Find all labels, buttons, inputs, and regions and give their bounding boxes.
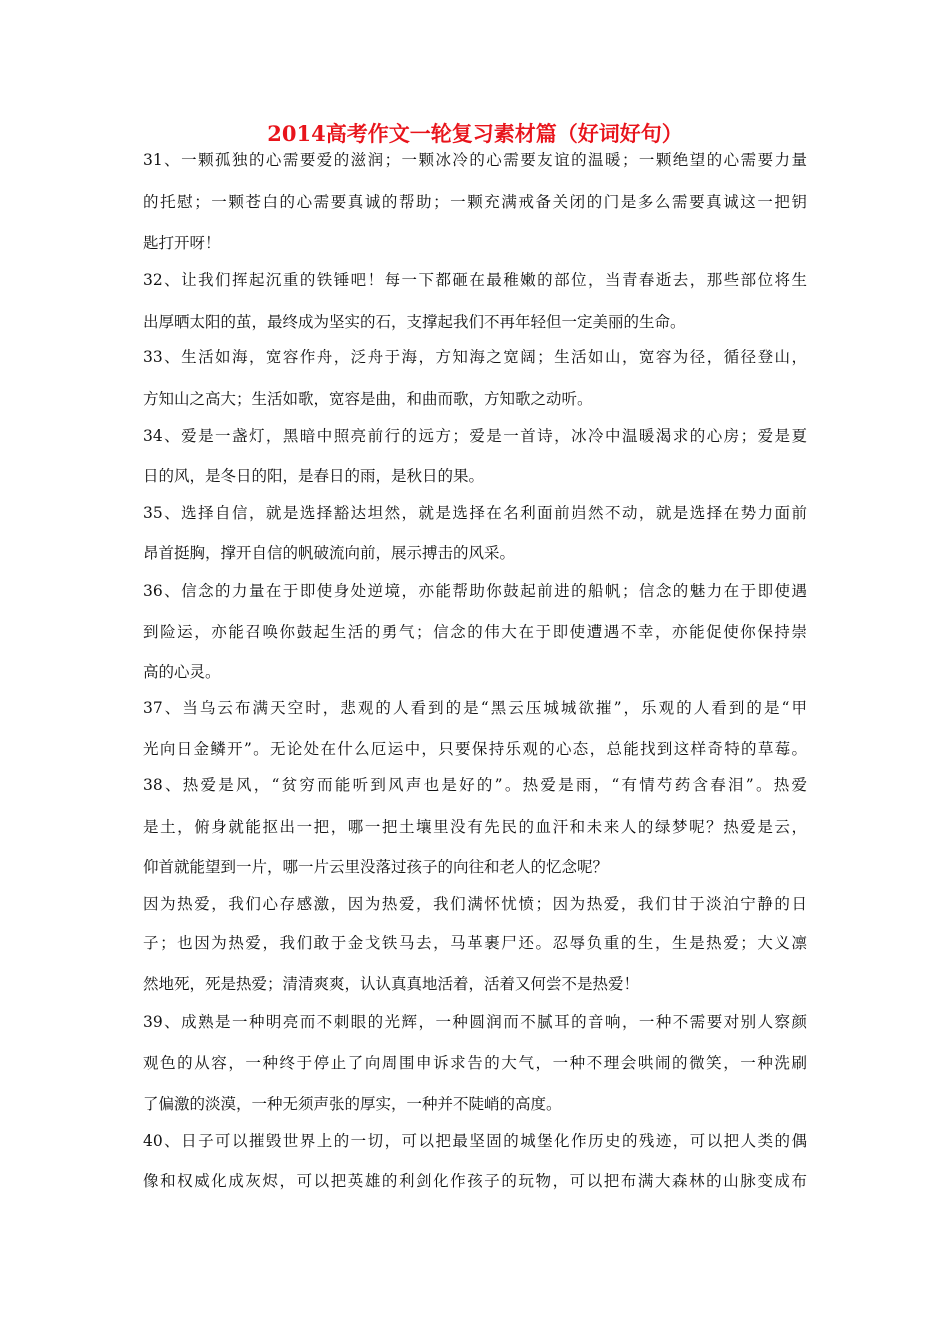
- text-line: 方知山之高大；生活如歌，宽容是曲，和曲而歌，方知歌之动听。: [143, 390, 593, 408]
- text-line: 观色的从容，一种终于停止了向周围申诉求告的大气，一种不理会哄闹的微笑，一种洗刷: [143, 1054, 807, 1072]
- document-title: 2014高考作文一轮复习素材篇（好词好句）: [267, 121, 683, 146]
- text-line: 日的风，是冬日的阳，是春日的雨，是秋日的果。: [143, 467, 485, 485]
- text-line: 因为热爱，我们心存感激，因为热爱，我们满怀忧愤；因为热爱，我们甘于淡泊宁静的日: [143, 895, 807, 913]
- text-line: 匙打开呀！: [143, 234, 221, 252]
- text-line: 31、一颗孤独的心需要爱的滋润；一颗冰冷的心需要友谊的温暖；一颗绝望的心需要力量: [143, 151, 807, 169]
- text-line: 子；也因为热爱，我们敢于金戈铁马去，马革裹尸还。忍辱负重的生，生是热爱；大义凛: [143, 934, 807, 952]
- text-line: 然地死，死是热爱；清清爽爽，认认真真地活着，活着又何尝不是热爱！: [143, 975, 640, 993]
- text-line: 37、当乌云布满天空时，悲观的人看到的是“黑云压城城欲摧”，乐观的人看到的是“甲: [143, 699, 807, 717]
- text-line: 像和权威化成灰烬，可以把英雄的利剑化作孩子的玩物，可以把布满大森林的山脉变成布: [143, 1172, 807, 1190]
- text-line: 了偏激的淡漠，一种无须声张的厚实，一种并不陡峭的高度。: [143, 1095, 562, 1113]
- text-line: 34、爱是一盏灯，黑暗中照亮前行的远方；爱是一首诗，冰冷中温暖渴求的心房；爱是夏: [143, 427, 807, 445]
- text-line: 36、信念的力量在于即使身处逆境，亦能帮助你鼓起前进的船帆；信念的魅力在于即使遇: [143, 582, 807, 600]
- text-line: 33、生活如海，宽容作舟，泛舟于海，方知海之宽阔；生活如山，宽容为径，循径登山，: [143, 348, 807, 366]
- text-line: 光向日金鳞开”。无论处在什么厄运中，只要保持乐观的心态，总能找到这样奇特的草莓。: [143, 740, 807, 758]
- text-line: 到险运，亦能召唤你鼓起生活的勇气；信念的伟大在于即使遭遇不幸，亦能促使你保持崇: [143, 623, 807, 641]
- text-line: 32、让我们挥起沉重的铁锤吧！每一下都砸在最稚嫩的部位，当青春逝去，那些部位将生: [143, 271, 807, 289]
- text-line: 40、日子可以摧毁世界上的一切，可以把最坚固的城堡化作历史的残迹，可以把人类的偶: [143, 1132, 807, 1150]
- text-line: 高的心灵。: [143, 663, 221, 681]
- text-line: 39、成熟是一种明亮而不刺眼的光辉，一种圆润而不腻耳的音响，一种不需要对别人察颜: [143, 1013, 807, 1031]
- text-line: 的托慰；一颗苍白的心需要真诚的帮助；一颗充满戒备关闭的门是多么需要真诚这一把钥: [143, 193, 807, 211]
- text-line: 出厚晒太阳的茧，最终成为坚实的石，支撑起我们不再年轻但一定美丽的生命。: [143, 313, 686, 331]
- text-line: 35、选择自信，就是选择豁达坦然，就是选择在名利面前岿然不动，就是选择在势力面前: [143, 504, 807, 522]
- text-line: 是土，俯身就能抠出一把，哪一把土壤里没有先民的血汗和未来人的绿梦呢？热爱是云，: [143, 818, 807, 836]
- text-line: 仰首就能望到一片，哪一片云里没落过孩子的向往和老人的忆念呢？: [143, 858, 609, 876]
- text-line: 昂首挺胸，撑开自信的帆破流向前，展示搏击的风采。: [143, 544, 516, 562]
- text-line: 38、热爱是风，“贫穷而能听到风声也是好的”。热爱是雨，“有情芍药含春泪”。热爱: [143, 776, 807, 794]
